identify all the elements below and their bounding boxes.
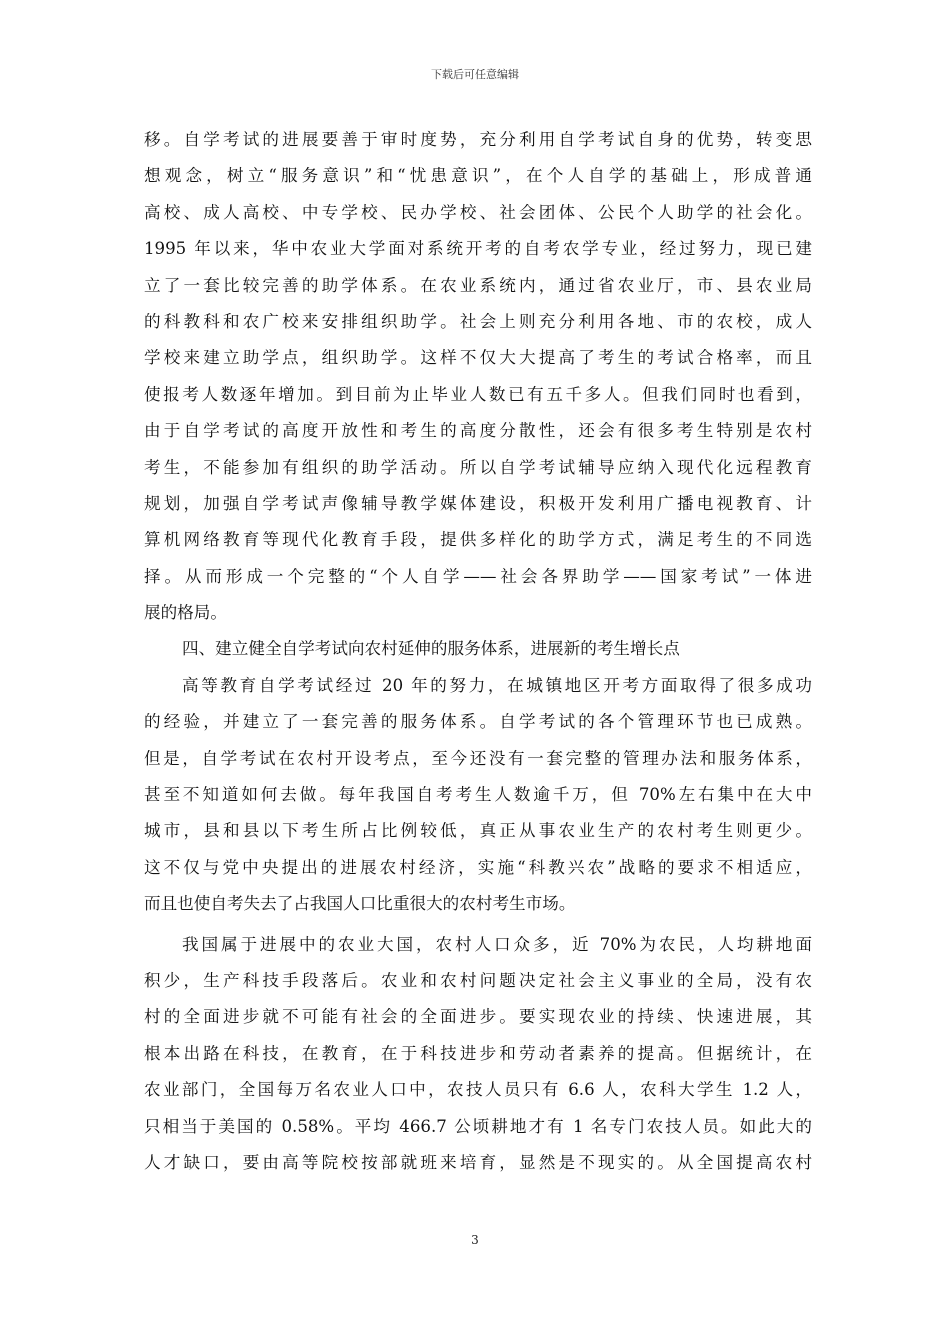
text-line: 的经验，并建立了一套完善的服务体系。自学考试的各个管理环节也已成熟。 <box>144 712 812 732</box>
text-line: 城市，县和县以下考生所占比例较低，真正从事农业生产的农村考生则更少。 <box>144 821 812 841</box>
text-line: 展的格局。 <box>144 603 227 623</box>
text-line: 只相当于美国的 0.58%。平均 466.7 公顷耕地才有 1 名专门农技人员。如此大的 <box>144 1116 812 1136</box>
text-line: 立了一套比较完善的助学体系。在农业系统内，通过省农业厅，市、县农业局 <box>144 275 812 295</box>
text-line: 高等教育自学考试经过 20 年的努力，在城镇地区开考方面取得了很多成功 <box>182 675 812 695</box>
text-line: 农业部门，全国每万名农业人口中，农技人员只有 6.6 人，农科大学生 1.2 人， <box>144 1080 812 1100</box>
text-line: 这不仅与党中央提出的进展农村经济，实施“科教兴农”战略的要求不相适应， <box>144 857 812 877</box>
text-line: 而且也使自考失去了占我国人口比重很大的农村考生市场。 <box>144 894 576 914</box>
page-number: 3 <box>471 1233 479 1247</box>
text-line: 我国属于进展中的农业大国，农村人口众多，近 70%为农民，人均耕地面 <box>182 934 812 954</box>
text-line: 1995 年以来，华中农业大学面对系统开考的自考农学专业，经过努力，现已建 <box>144 239 812 259</box>
text-line: 学校来建立助学点，组织助学。这样不仅大大提高了考生的考试合格率，而且 <box>144 348 812 368</box>
text-line: 根本出路在科技，在教育，在于科技进步和劳动者素养的提高。但据统计，在 <box>144 1043 812 1063</box>
text-line: 想观念，树立“服务意识”和“忧患意识”，在个人自学的基础上，形成普通 <box>144 166 812 186</box>
text-line: 甚至不知道如何去做。每年我国自考考生人数逾千万，但 70%左右集中在大中 <box>144 785 812 805</box>
text-line: 择。从而形成一个完整的“个人自学——社会各界助学——国家考试”一体进 <box>144 566 812 586</box>
document-body <box>144 122 812 1181</box>
text-line: 村的全面进步就不可能有社会的全面进步。要实现农业的持续、快速进展，其 <box>144 1007 812 1027</box>
text-line: 的科教科和农广校来安排组织助学。社会上则充分利用各地、市的农校，成人 <box>144 311 812 331</box>
text-line: 使报考人数逐年增加。到目前为止毕业人数已有五千多人。但我们同时也看到， <box>144 384 812 404</box>
text-line: 算机网络教育等现代化教育手段，提供多样化的助学方式，满足考生的不同选 <box>144 530 812 550</box>
text-line: 考生，不能参加有组织的助学活动。所以自学考试辅导应纳入现代化远程教育 <box>144 457 812 477</box>
text-line: 由于自学考试的高度开放性和考生的高度分散性，还会有很多考生特别是农村 <box>144 421 812 441</box>
section-heading: 四、建立健全自学考试向农村延伸的服务体系，进展新的考生增长点 <box>182 639 680 659</box>
text-line: 但是，自学考试在农村开设考点，至今还没有一套完整的管理办法和服务体系， <box>144 748 812 768</box>
text-line: 积少，生产科技手段落后。农业和农村问题决定社会主义事业的全局，没有农 <box>144 970 812 990</box>
text-line: 人才缺口，要由高等院校按部就班来培育，显然是不现实的。从全国提高农村 <box>144 1152 812 1172</box>
text-line: 移。自学考试的进展要善于审时度势，充分利用自学考试自身的优势，转变思 <box>144 130 812 149</box>
page-header: 下载后可任意编辑 <box>431 68 519 81</box>
text-line: 高校、成人高校、中专学校、民办学校、社会团体、公民个人助学的社会化。 <box>144 202 812 222</box>
text-line: 规划，加强自学考试声像辅导教学媒体建设，积极开发利用广播电视教育、计 <box>144 493 812 513</box>
